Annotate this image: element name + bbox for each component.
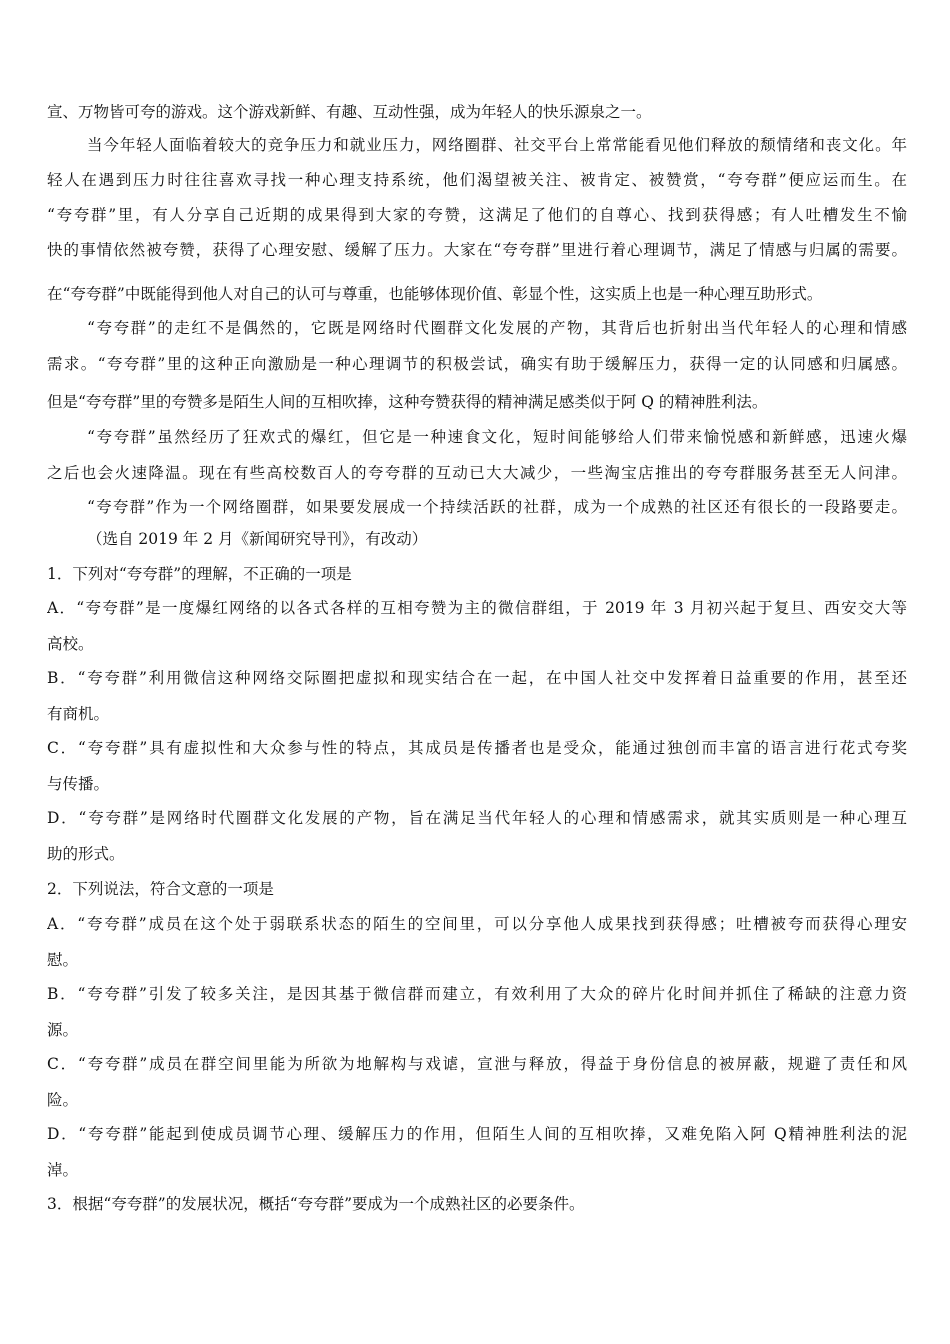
question-2-option-d: D．“夸夸群”能起到使成员调节心理、缓解压力的作用，但陌生人间的互相吹捧，又难免陷入阿 Q精神胜利法的泥 xyxy=(47,1125,907,1143)
question-1-option-d-cont: 助的形式。 xyxy=(47,845,125,863)
passage-line: 轻人在遇到压力时往往喜欢寻找一种心理支持系统，他们渴望被关注、被肯定、被赞赏，“夸夸群”便应运而生。在 xyxy=(47,171,907,189)
question-1-option-b: B．“夸夸群”利用微信这种网络交际圈把虚拟和现实结合在一起，在中国人社交中发挥着日益重要的作用，甚至还 xyxy=(47,669,907,687)
question-2-option-b-cont: 源。 xyxy=(47,1021,79,1039)
question-1-option-c: C．“夸夸群”具有虚拟性和大众参与性的特点，其成员是传播者也是受众，能通过独创而丰富的语言进行花式夸奖 xyxy=(47,739,907,757)
question-1-option-a-cont: 高校。 xyxy=(47,635,94,653)
source-citation: （选自 2019 年 2 月《新闻研究导刊》，有改动） xyxy=(87,530,428,548)
question-1-stem: 1．下列对“夸夸群”的理解，不正确的一项是 xyxy=(47,565,352,583)
passage-line: “夸夸群”作为一个网络圈群，如果要发展成一个持续活跃的社群，成为一个成熟的社区还有很长的一段路要走。 xyxy=(87,498,907,516)
question-1-option-a: A．“夸夸群”是一度爆红网络的以各式各样的互相夸赞为主的微信群组，于 2019 年 3 月初兴起于复旦、西安交大等 xyxy=(47,599,907,617)
question-1-option-d: D．“夸夸群”是网络时代圈群文化发展的产物，旨在满足当代年轻人的心理和情感需求，就其实质则是一种心理互 xyxy=(47,809,907,827)
question-2-stem: 2．下列说法，符合文意的一项是 xyxy=(47,880,274,898)
question-3-stem: 3．根据“夸夸群”的发展状况，概括“夸夸群”要成为一个成熟社区的必要条件。 xyxy=(47,1195,585,1213)
passage-line: 在“夸夸群”中既能得到他人对自己的认可与尊重，也能够体现价值、彰显个性，这实质上也是一种心理互助形式。 xyxy=(47,285,823,303)
passage-line: 之后也会火速降温。现在有些高校数百人的夸夸群的互动已大大减少，一些淘宝店推出的夸夸群服务甚至无人问津。 xyxy=(47,464,907,482)
question-1-option-c-cont: 与传播。 xyxy=(47,775,110,793)
passage-line: “夸夸群”虽然经历了狂欢式的爆红，但它是一种速食文化，短时间能够给人们带来愉悦感和新鲜感，迅速火爆 xyxy=(87,428,907,446)
question-2-option-d-cont: 淖。 xyxy=(47,1161,79,1179)
question-2-option-a: A．“夸夸群”成员在这个处于弱联系状态的陌生的空间里，可以分享他人成果找到获得感；吐槽被夸而获得心理安 xyxy=(47,915,907,933)
passage-line: 快的事情依然被夸赞，获得了心理安慰、缓解了压力。大家在“夸夸群”里进行着心理调节，满足了情感与归属的需要。 xyxy=(47,241,907,259)
passage-line: “夸夸群”的走红不是偶然的，它既是网络时代圈群文化发展的产物，其背后也折射出当代年轻人的心理和情感 xyxy=(87,319,907,337)
question-2-option-c: C．“夸夸群”成员在群空间里能为所欲为地解构与戏谑，宣泄与释放，得益于身份信息的被屏蔽，规避了责任和风 xyxy=(47,1055,907,1073)
passage-line: 但是“夸夸群”里的夸赞多是陌生人间的互相吹捧，这种夸赞获得的精神满足感类似于阿 Q 的精神胜利法。 xyxy=(47,393,768,411)
passage-line: 需求。“夸夸群”里的这种正向激励是一种心理调节的积极尝试，确实有助于缓解压力，获得一定的认同感和归属感。 xyxy=(47,355,907,373)
passage-line: 当今年轻人面临着较大的竞争压力和就业压力，网络圈群、社交平台上常常能看见他们释放的颓情绪和丧文化。年 xyxy=(87,136,907,154)
passage-line: 宣、万物皆可夸的游戏。这个游戏新鲜、有趣、互动性强，成为年轻人的快乐源泉之一。 xyxy=(47,103,652,121)
passage-line: “夸夸群”里，有人分享自己近期的成果得到大家的夸赞，这满足了他们的自尊心、找到获得感；有人吐槽发生不愉 xyxy=(47,206,907,224)
question-2-option-b: B．“夸夸群”引发了较多关注，是因其基于微信群而建立，有效利用了大众的碎片化时间并抓住了稀缺的注意力资 xyxy=(47,985,907,1003)
question-2-option-a-cont: 慰。 xyxy=(47,951,79,969)
question-1-option-b-cont: 有商机。 xyxy=(47,705,110,723)
question-2-option-c-cont: 险。 xyxy=(47,1091,79,1109)
